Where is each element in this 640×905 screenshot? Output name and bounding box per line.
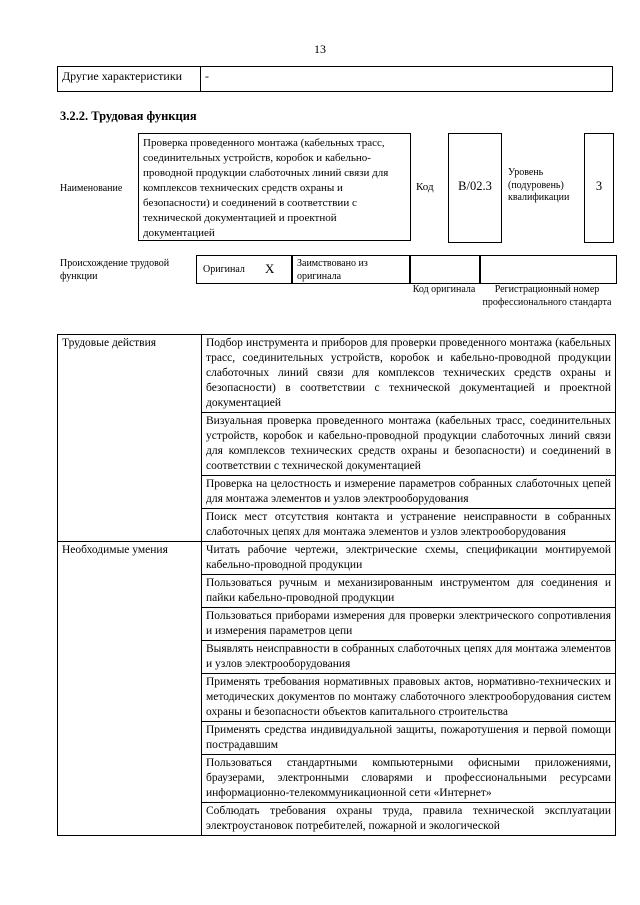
reg-number-label: Регистрационный номер профессионального стандарта: [482, 284, 612, 308]
origin-label: Происхождение трудовой функции: [60, 258, 170, 282]
skill-item: Выявлять неисправности в собранных слаботочных цепях для монтажа элементов и узлов электрооборудования: [202, 641, 616, 674]
original-label: Оригинал: [203, 264, 245, 275]
code-box: [448, 133, 502, 243]
labor-action-item: Визуальная проверка проведенного монтажа (кабельных трасс, соединительных устройств, коробок и кабельно-проводной продукции слаботочных линий связи для комплексов технических средств охраны и безопасности) и соединений в соответствии с технической документацией: [202, 413, 616, 476]
original-mark: X: [265, 261, 275, 276]
borrowed-cell: [291, 255, 411, 284]
code-original-label: Код оригинала: [412, 284, 476, 295]
borrowed-label: Заимствовано из оригинала: [297, 258, 368, 282]
function-details-table: [57, 334, 616, 836]
table-row: [58, 335, 616, 413]
skill-item: Читать рабочие чертежи, электрические схемы, спецификации монтируемой кабельно-проводной продукции: [202, 542, 616, 575]
function-name: Проверка проведенного монтажа (кабельных трасс, соединительных устройств, коробок и кабельно-проводной продукции слаботочных линий связи для комплексов технических средств охраны и безопасности) и соединений в соответствии с технической документацией и проектной документацией: [138, 133, 411, 241]
skill-item: Пользоваться приборами измерения для проверки электрического сопротивления и измерения параметров цепи: [202, 608, 616, 641]
name-label: Наименование: [60, 183, 123, 194]
skill-item: Применять средства индивидуальной защиты, пожаротушения и первой помощи пострадавшим: [202, 722, 616, 755]
section-title: 3.2.2. Трудовая функция: [60, 109, 197, 123]
labor-actions-label: Трудовые действия: [58, 335, 202, 542]
code-label: Код: [416, 181, 434, 193]
other-characteristics-label: Другие характеристики: [58, 67, 201, 92]
code-value: B/02.3: [458, 179, 492, 193]
code-original-cell: [409, 255, 481, 284]
labor-action-item: Подбор инструмента и приборов для проверки проведенного монтажа (кабельных трасс, соединительных устройств, коробок и кабельно-проводной продукции слаботочных линий связи для комплексов технических средств охраны и безопасности) в соответствии с технической документацией и проектной документацией: [202, 335, 616, 413]
skill-item: Применять требования нормативных правовых актов, нормативно-технических и методических документов по монтажу слаботочного электрооборудования систем охраны и безопасности объектов капитального строительства: [202, 674, 616, 722]
skill-item: Пользоваться ручным и механизированным инструментом для соединения и пайки кабельно-проводной продукции: [202, 575, 616, 608]
skill-item: Соблюдать требования охраны труда, правила технической эксплуатации электроустановок потребителей, пожарной и экологической: [202, 803, 616, 836]
other-characteristics-table: [57, 66, 613, 92]
skill-item: Пользоваться стандартными компьютерными офисными приложениями, браузерами, электронными словарями и профессиональными ресурсами информационно-телекоммуникационной сети «Интернет»: [202, 755, 616, 803]
level-box: [584, 133, 614, 243]
level-label: Уровень (подуровень) квалификации: [508, 167, 570, 203]
level-value: 3: [595, 179, 603, 193]
page-number: 13: [314, 42, 326, 56]
other-characteristics-value: -: [201, 67, 613, 92]
original-cell: [196, 255, 293, 284]
table-row: [58, 67, 613, 92]
labor-action-item: Проверка на целостность и измерение параметров собранных слаботочных цепей для монтажа элементов и узлов электрооборудования: [202, 476, 616, 509]
required-skills-label: Необходимые умения: [58, 542, 202, 836]
labor-action-item: Поиск мест отсутствия контакта и устранение неисправности в собранных слаботочных цепях для монтажа элементов и узлов электрооборудования: [202, 509, 616, 542]
table-row: [58, 542, 616, 575]
reg-number-cell: [479, 255, 617, 284]
